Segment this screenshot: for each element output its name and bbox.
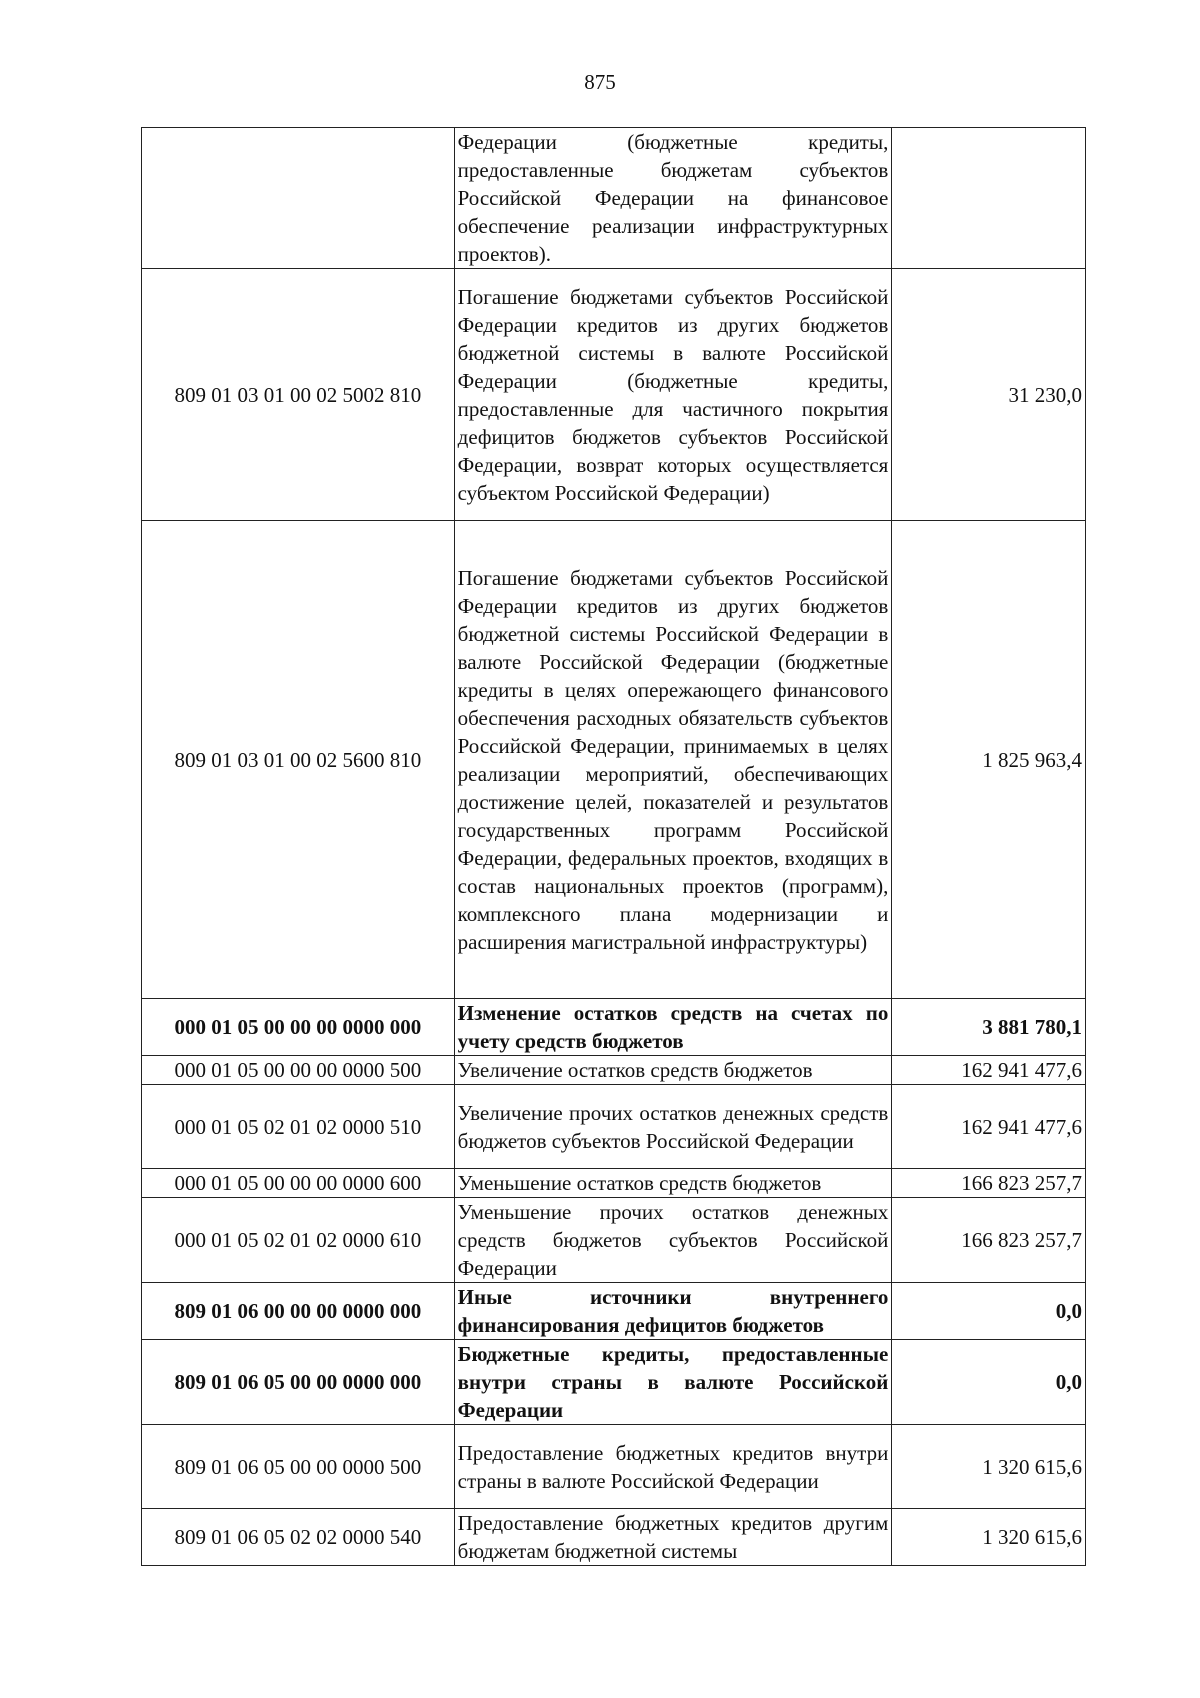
row-amount: 31 230,0 — [892, 269, 1086, 521]
table-row — [142, 521, 1086, 999]
table-row — [142, 1425, 1086, 1509]
row-amount: 0,0 — [892, 1340, 1086, 1425]
row-code: 809 01 06 00 00 00 0000 000 — [142, 1283, 455, 1340]
row-description: Предоставление бюджетных кредитов другим бюджетам бюджетной системы — [454, 1509, 892, 1566]
row-amount: 1 320 615,6 — [892, 1425, 1086, 1509]
row-code: 000 01 05 02 01 02 0000 610 — [142, 1198, 455, 1283]
table-row — [142, 1283, 1086, 1340]
row-amount: 1 320 615,6 — [892, 1509, 1086, 1566]
row-amount: 162 941 477,6 — [892, 1056, 1086, 1085]
row-description: Иные источники внутреннего финансирования дефицитов бюджетов — [454, 1283, 892, 1340]
table-row — [142, 1056, 1086, 1085]
row-description: Федерации (бюджетные кредиты, предоставленные бюджетам субъектов Российской Федерации на финансовое обеспечение реализации инфраструктурных проектов). — [454, 128, 892, 269]
row-description: Уменьшение остатков средств бюджетов — [454, 1169, 892, 1198]
row-code — [142, 128, 455, 269]
row-description: Бюджетные кредиты, предоставленные внутри страны в валюте Российской Федерации — [454, 1340, 892, 1425]
row-amount: 162 941 477,6 — [892, 1085, 1086, 1169]
row-code: 809 01 03 01 00 02 5600 810 — [142, 521, 455, 999]
row-code: 809 01 03 01 00 02 5002 810 — [142, 269, 455, 521]
table-row — [142, 269, 1086, 521]
row-description: Предоставление бюджетных кредитов внутри страны в валюте Российской Федерации — [454, 1425, 892, 1509]
row-code: 809 01 06 05 00 00 0000 500 — [142, 1425, 455, 1509]
row-amount: 166 823 257,7 — [892, 1169, 1086, 1198]
row-description: Увеличение прочих остатков денежных средств бюджетов субъектов Российской Федерации — [454, 1085, 892, 1169]
row-code: 000 01 05 02 01 02 0000 510 — [142, 1085, 455, 1169]
row-amount: 0,0 — [892, 1283, 1086, 1340]
row-description: Уменьшение прочих остатков денежных средств бюджетов субъектов Российской Федерации — [454, 1198, 892, 1283]
page-number: 875 — [584, 70, 616, 94]
row-code: 000 01 05 00 00 00 0000 000 — [142, 999, 455, 1056]
row-amount: 166 823 257,7 — [892, 1198, 1086, 1283]
row-code: 000 01 05 00 00 00 0000 600 — [142, 1169, 455, 1198]
row-description: Изменение остатков средств на счетах по учету средств бюджетов — [454, 999, 892, 1056]
table-row — [142, 128, 1086, 269]
row-code: 809 01 06 05 02 02 0000 540 — [142, 1509, 455, 1566]
table-row — [142, 1085, 1086, 1169]
table-row — [142, 1340, 1086, 1425]
table-row — [142, 1169, 1086, 1198]
row-amount: 1 825 963,4 — [892, 521, 1086, 999]
row-description: Погашение бюджетами субъектов Российской Федерации кредитов из других бюджетов бюджетной системы Российской Федерации в валюте Российской Федерации (бюджетные кредиты в целях опережающего финансового обеспечения расходных обязательств субъектов Российской Федерации, принимаемых в целях реализации мероприятий, обеспечивающих достижение целей, показателей и результатов государственных программ Российской Федерации, федеральных проектов, входящих в состав национальных проектов (программ), комплексного плана модернизации и расширения магистральной инфраструктуры) — [454, 521, 892, 999]
row-code: 809 01 06 05 00 00 0000 000 — [142, 1340, 455, 1425]
table-row — [142, 1509, 1086, 1566]
table-row — [142, 1198, 1086, 1283]
row-code: 000 01 05 00 00 00 0000 500 — [142, 1056, 455, 1085]
row-description: Увеличение остатков средств бюджетов — [454, 1056, 892, 1085]
budget-sources-table — [141, 127, 1086, 1566]
row-description: Погашение бюджетами субъектов Российской Федерации кредитов из других бюджетов бюджетной системы в валюте Российской Федерации (бюджетные кредиты, предоставленные для частичного покрытия дефицитов бюджетов субъектов Российской Федерации, возврат которых осуществляется субъектом Российской Федерации) — [454, 269, 892, 521]
table-row — [142, 999, 1086, 1056]
row-amount — [892, 128, 1086, 269]
row-amount: 3 881 780,1 — [892, 999, 1086, 1056]
